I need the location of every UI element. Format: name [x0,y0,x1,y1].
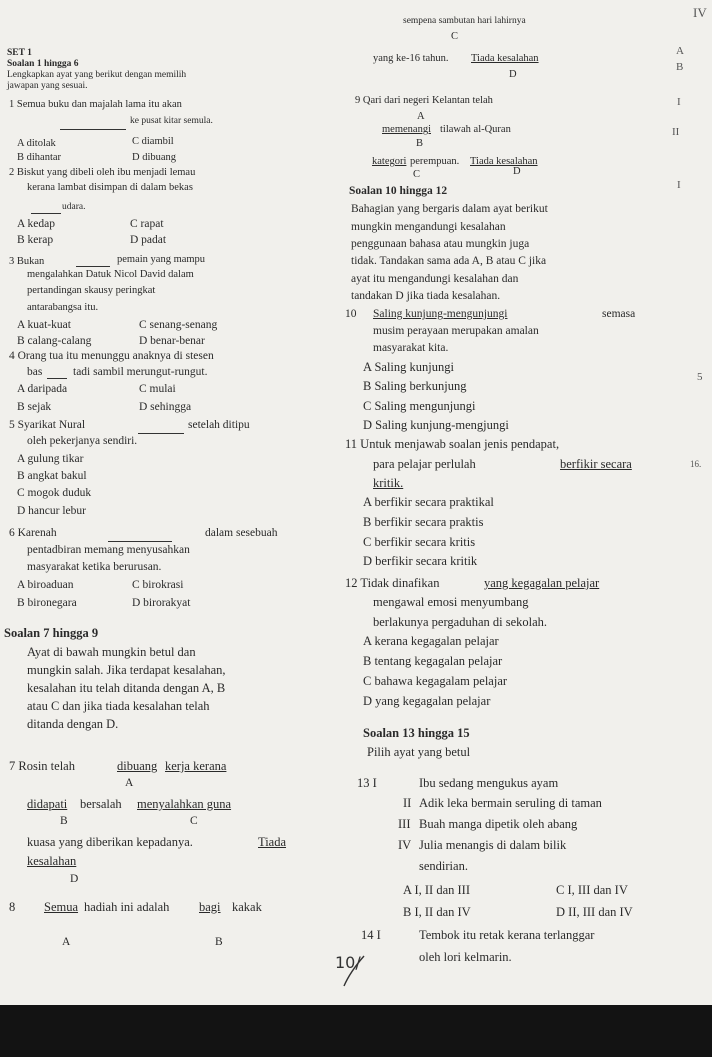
section-title-2: Soalan 7 hingga 9 [4,626,99,640]
q7-label-d: D [70,873,79,885]
q9-label-c: C [413,169,421,180]
q14-i-text: Tembok itu retak kerana terlanggar [419,928,595,942]
q8-label-a: A [62,936,71,948]
q2-stem-1: 2 Biskut yang dibeli oleh ibu menjadi lemau [9,167,196,178]
q8-no-error: Tiada kesalahan [471,53,539,64]
q7-underlined-a: dibuang [117,759,158,773]
q8-line1-b: hadiah ini adalah [84,900,170,914]
q5-stem-2: setelah ditipu [188,419,250,431]
q3-stem-1: 3 Bukan [9,256,45,267]
q2-option-d: D padat [130,234,167,246]
q9-underlined-b: kategori [372,156,407,167]
q7-label-c: C [190,815,198,827]
section-instruction-2d: atau C dan jika tiada kesalahan telah [27,699,210,713]
q13-iv-label: IV [398,838,412,852]
q10-option-a: A Saling kunjungi [363,360,454,374]
q5-option-d: D hancur lebur [17,505,86,517]
background-edge [0,1005,712,1057]
q12-option-d: D yang kegagalan pelajar [363,694,491,708]
section-instruction-3d: tidak. Tandakan sama ada A, B atau C jika [351,255,547,267]
handwritten-score: 10/ [335,953,361,972]
q13-option-d: D II, III dan IV [556,905,633,919]
q11-underlined-1: berfikir secara [560,457,632,471]
q13-option-c: C I, III dan IV [556,883,628,897]
q3-blank [76,266,110,267]
set-label: SET 1 [7,48,32,58]
q2-blank [31,213,61,214]
section-title-4: Soalan 13 hingga 15 [363,726,470,740]
q13-ii-text: Adik leka bermain seruling di taman [419,796,602,810]
q12-option-c: C bahawa kegagalam pelajar [363,674,508,688]
q1-option-d: D dibuang [132,152,177,163]
q10-number: 10 [345,308,357,320]
q6-stem-4: masyarakat ketika berurusan. [27,561,162,573]
q9-label-b: B [416,138,424,149]
q6-blank [108,541,172,542]
q1-option-c: C diambil [132,136,174,147]
section-instruction-1a: Lengkapkan ayat yang berikut dengan memilih [7,70,187,80]
q3-option-c: C senang-senang [139,319,218,331]
q7-line4: kesalahan [27,854,77,868]
q4-blank [47,378,67,379]
q3-stem-5: antarabangsa itu. [27,302,99,313]
q13-ii-label: II [403,796,412,810]
q10-option-d: D Saling kunjung-mengjungi [363,418,509,432]
handwritten-mark-i-2: I [677,179,681,191]
q14-i-text-2: oleh lori kelmarin. [419,950,512,964]
q11-option-d: D berfikir secara kritik [363,554,478,568]
q10-stem-2: semasa [602,308,636,320]
q7-label-a: A [125,777,134,789]
q12-option-a: A kerana kegagalan pelajar [363,634,499,648]
q6-option-b: B bironegara [17,597,77,609]
q11-underlined-2: kritik. [373,476,404,490]
q1-option-b: B dihantar [17,152,62,163]
q4-option-d: D sehingga [139,401,192,413]
q13-i-label: 13 I [357,776,377,790]
q11-stem-1: 11 Untuk menjawab soalan jenis pendapat, [345,437,560,451]
q10-option-c: C Saling mengunjungi [363,399,476,413]
q8-continuation-2: yang ke-16 tahun. [373,53,449,64]
q3-option-a: A kuat-kuat [17,319,71,331]
q9-line1: 9 Qari dari negeri Kelantan telah [355,95,493,106]
q13-iii-label: III [398,817,411,831]
q7-line3-a: kuasa yang diberikan kepadanya. [27,835,193,849]
q8-underlined-b: bagi [199,900,221,914]
handwritten-mark-a: A [676,45,684,57]
q8-label-b: B [215,936,223,948]
section-instruction-3f: tandakan D jika tiada kesalahan. [351,290,501,302]
q9-line2-b: tilawah al-Quran [440,124,511,135]
q4-option-a: A daripada [17,383,68,395]
q1-blank [60,129,126,130]
q3-option-b: B calang-calang [17,335,92,347]
q13-i-text: Ibu sedang mengukus ayam [419,776,559,790]
q10-stem-3: musim perayaan merupakan amalan [373,325,539,337]
handwritten-mark-5: 5 [697,371,703,383]
q1-stem-2: ke pusat kitar semula. [130,116,213,126]
q11-stem-2: para pelajar perlulah [373,457,476,471]
q2-stem-2: kerana lambat disimpan di dalam bekas [27,182,193,193]
q1-option-a: A ditolak [17,138,56,149]
q13-iv-text-2: sendirian. [419,859,468,873]
section-instruction-3b: mungkin mengandungi kesalahan [351,221,506,233]
q5-stem-3: oleh pekerjanya sendiri. [27,435,138,447]
q2-option-a: A kedap [17,218,56,230]
section-instruction-3a: Bahagian yang bergaris dalam ayat berikut [351,203,548,215]
q7-line2-a: didapati [27,797,68,811]
q7-line3-b: Tiada [258,835,287,849]
q9-no-error: Tiada kesalahan [470,156,538,167]
q8-continuation: sempena sambutan hari lahirnya [403,16,526,26]
q11-option-c: C berfikir secara kritis [363,535,476,549]
q13-option-a: A I, II dan III [403,883,470,897]
q11-option-a: A berfikir secara praktikal [363,495,494,509]
handwritten-mark-16: 16. [690,459,702,469]
q4-stem-1: 4 Orang tua itu menunggu anaknya di stesen [9,350,214,362]
q4-option-c: C mulai [139,383,176,395]
q12-underlined: yang kegagalan pelajar [484,576,600,590]
q9-line3-b: perempuan. [410,156,460,167]
q9-label-a: A [417,111,425,122]
q10-stem-4: masyarakat kita. [373,342,449,354]
section-title-1: Soalan 1 hingga 6 [7,59,79,69]
q7-line2-b: bersalah [80,797,122,811]
q6-stem-2: dalam sesebuah [205,527,278,539]
q12-stem-3: mengawal emosi menyumbang [373,595,529,609]
q8-line1-c: kakak [232,900,262,914]
section-instruction-3c: penggunaan bahasa atau mungkin juga [351,238,530,250]
q6-stem-1: 6 Karenah [9,527,57,539]
handwritten-mark-ii: II [672,126,680,138]
q12-stem-1: 12 Tidak dinafikan [345,576,440,590]
q6-stem-3: pentadbiran memang menyusahkan [27,544,190,556]
q3-option-d: D benar-benar [139,335,205,347]
q12-option-b: B tentang kegagalan pelajar [363,654,503,668]
q12-stem-4: berlakunya pergaduhan di sekolah. [373,615,548,629]
q4-stem-2: bas [27,366,43,378]
q6-option-d: D birorakyat [132,597,191,609]
q14-i-label: 14 I [361,928,381,942]
section-instruction-4: Pilih ayat yang betul [367,745,471,759]
q2-stem-3: udara. [62,202,86,212]
q8-label-c: C [451,31,459,42]
q8-number: 8 [9,900,16,914]
q7-line1-c: kerja kerana [165,759,227,773]
q2-option-c: C rapat [130,218,164,230]
section-instruction-3e: ayat itu mengandungi kesalahan dan [351,273,519,285]
q10-option-b: B Saling berkunjung [363,379,467,393]
q4-option-b: B sejak [17,401,52,413]
q5-option-b: B angkat bakul [17,470,87,482]
q13-option-b: B I, II dan IV [403,905,471,919]
q3-stem-2: pemain yang mampu [117,254,206,265]
handwritten-mark-top: IV [693,5,707,20]
q2-option-b: B kerap [17,234,54,246]
q7-line1-a: 7 Rosin telah [9,759,75,773]
section-instruction-2e: ditanda dengan D. [27,717,119,731]
handwritten-stroke [340,950,380,990]
q9-label-d: D [513,166,521,177]
handwritten-mark-b: B [676,61,684,73]
q6-option-c: C birokrasi [132,579,184,591]
q3-stem-3: mengalahkan Datuk Nicol David dalam [27,269,194,280]
q7-underlined-bc: menyalahkan guna [137,797,232,811]
q4-stem-3: tadi sambil merungut-rungut. [73,366,208,378]
q5-option-a: A gulung tikar [17,453,84,465]
section-instruction-2b: mungkin salah. Jika terdapat kesalahan, [27,663,226,677]
q7-label-b: B [60,815,68,827]
q3-stem-4: pertandingan skausy peringkat [27,285,156,296]
q1-stem-1: 1 Semua buku dan majalah lama itu akan [9,99,182,110]
section-instruction-2c: kesalahan itu telah ditanda dengan A, B [27,681,226,695]
section-instruction-2a: Ayat di bawah mungkin betul dan [27,645,196,659]
q10-underlined: Saling kunjung-mengunjungi [373,308,508,320]
q5-option-c: C mogok duduk [17,487,92,499]
q11-option-b: B berfikir secara praktis [363,515,484,529]
handwritten-mark-i: I [677,96,681,108]
q6-option-a: A biroaduan [17,579,74,591]
q5-stem-1: 5 Syarikat Nural [9,419,86,431]
q8-label-d: D [509,69,517,80]
q9-underlined-a: memenangi [382,124,431,135]
section-instruction-1b: jawapan yang sesuai. [7,81,88,91]
q8-underlined-a: Semua [44,900,79,914]
q5-blank [138,433,184,434]
q13-iv-text: Julia menangis di dalam bilik [419,838,567,852]
q13-iii-text: Buah manga dipetik oleh abang [419,817,578,831]
section-title-3: Soalan 10 hingga 12 [349,185,448,197]
